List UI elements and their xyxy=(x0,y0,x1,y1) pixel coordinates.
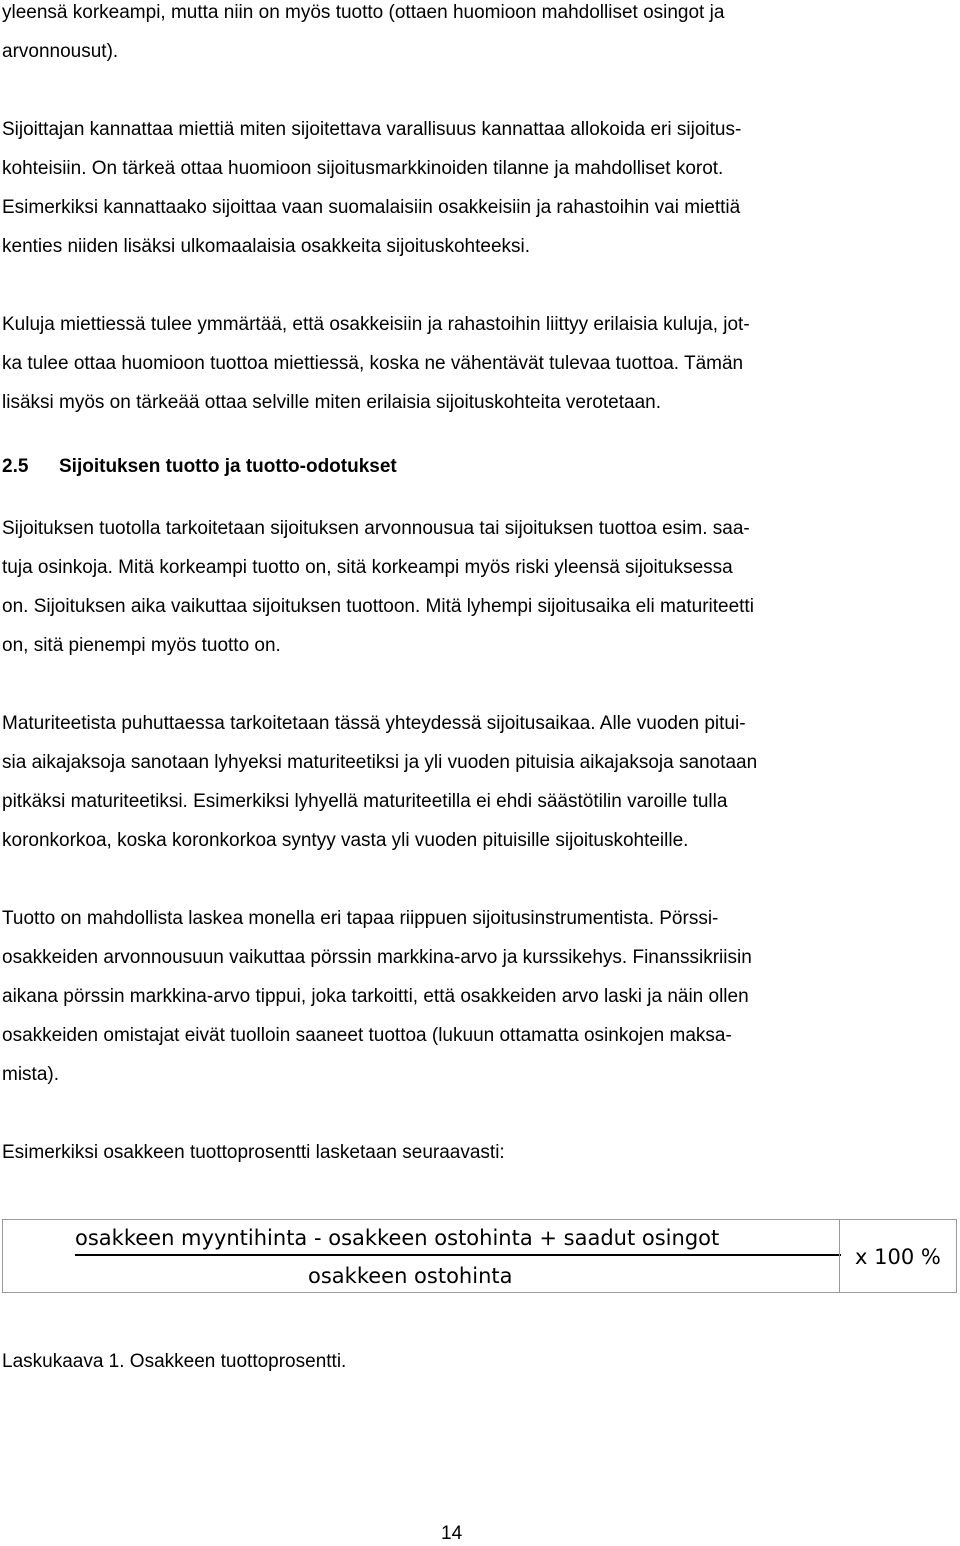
paragraph-4-line-4: on, sitä pienempi myös tuotto on. xyxy=(2,635,281,656)
paragraph-4-line-3: on. Sijoituksen aika vaikuttaa sijoituksen tuottoon. Mitä lyhempi sijoitusaika eli maturiteetti xyxy=(2,596,754,617)
paragraph-3-line-3: lisäksi myös on tärkeää ottaa selville miten erilaisia sijoituskohteita verotetaan. xyxy=(2,392,661,413)
paragraph-4-line-2: tuja osinkoja. Mitä korkeampi tuotto on, sitä korkeampi myös riski yleensä sijoituksessa xyxy=(2,557,733,578)
paragraph-6-line-2: osakkeiden arvonnousuun vaikuttaa pörssin markkina-arvo ja kurssikehys. Finanssikriisin xyxy=(2,947,752,968)
paragraph-5-line-3: pitkäksi maturiteetiksi. Esimerkiksi lyhyellä maturiteetilla ei ehdi säästötilin varoille tulla xyxy=(2,791,728,812)
formula-cell-divider xyxy=(839,1220,840,1292)
paragraph-4-line-1: Sijoituksen tuotolla tarkoitetaan sijoituksen arvonnousua tai sijoituksen tuottoa esim. saa- xyxy=(2,518,750,539)
section-number: 2.5 xyxy=(2,456,29,477)
paragraph-3-line-1: Kuluja miettiessä tulee ymmärtää, että osakkeisiin ja rahastoihin liittyy erilaisia kuluja, jot- xyxy=(2,314,750,335)
paragraph-2-line-3: Esimerkiksi kannattaako sijoittaa vaan suomalaisiin osakkeisiin ja rahastoihin vai miettiä xyxy=(2,197,741,218)
paragraph-6-line-4: osakkeiden omistajat eivät tuolloin saaneet tuottoa (lukuun ottamatta osinkojen maksa- xyxy=(2,1025,732,1046)
formula-numerator: osakkeen myyntihinta - osakkeen ostohinta + saadut osingot xyxy=(75,1226,720,1250)
paragraph-2-line-4: kenties niiden lisäksi ulkomaalaisia osakkeita sijoituskohteeksi. xyxy=(2,236,531,257)
paragraph-2-line-1: Sijoittajan kannattaa miettiä miten sijoitettava varallisuus kannattaa allokoida eri sijoitus- xyxy=(2,119,742,140)
fraction-bar xyxy=(75,1254,841,1256)
formula-multiplier: x 100 % xyxy=(855,1245,941,1269)
paragraph-5-line-2: sia aikajaksoja sanotaan lyhyeksi maturiteetiksi ja yli vuoden pituisia aikajaksoja sanotaan xyxy=(2,752,758,773)
paragraph-1-line-2: arvonnousut). xyxy=(2,41,119,62)
paragraph-6-line-3: aikana pörssin markkina-arvo tippui, joka tarkoitti, että osakkeiden arvo laski ja näin ollen xyxy=(2,986,749,1007)
paragraph-6-line-5: mista). xyxy=(2,1064,59,1085)
formula-caption: Laskukaava 1. Osakkeen tuottoprosentti. xyxy=(2,1351,347,1372)
formula-box xyxy=(2,1219,957,1293)
paragraph-5-line-4: koronkorkoa, koska koronkorkoa syntyy vasta yli vuoden pituisille sijoituskohteille. xyxy=(2,830,689,851)
paragraph-6-line-1: Tuotto on mahdollista laskea monella eri tapaa riippuen sijoitusinstrumentista. Pörssi- xyxy=(2,908,719,929)
paragraph-3-line-2: ka tulee ottaa huomioon tuottoa miettiessä, koska ne vähentävät tulevaa tuottoa. Tämän xyxy=(2,353,744,374)
paragraph-1-line-1: yleensä korkeampi, mutta niin on myös tuotto (ottaen huomioon mahdolliset osingot ja xyxy=(2,2,725,23)
page-number: 14 xyxy=(441,1523,463,1544)
paragraph-5-line-1: Maturiteetista puhuttaessa tarkoitetaan tässä yhteydessä sijoitusaikaa. Alle vuoden pitui- xyxy=(2,713,746,734)
paragraph-2-line-2: kohteisiin. On tärkeä ottaa huomioon sijoitusmarkkinoiden tilanne ja mahdolliset korot. xyxy=(2,158,724,179)
paragraph-7-line-1: Esimerkiksi osakkeen tuottoprosentti lasketaan seuraavasti: xyxy=(2,1142,505,1163)
formula-denominator: osakkeen ostohinta xyxy=(308,1264,513,1288)
section-title: Sijoituksen tuotto ja tuotto-odotukset xyxy=(59,456,397,477)
